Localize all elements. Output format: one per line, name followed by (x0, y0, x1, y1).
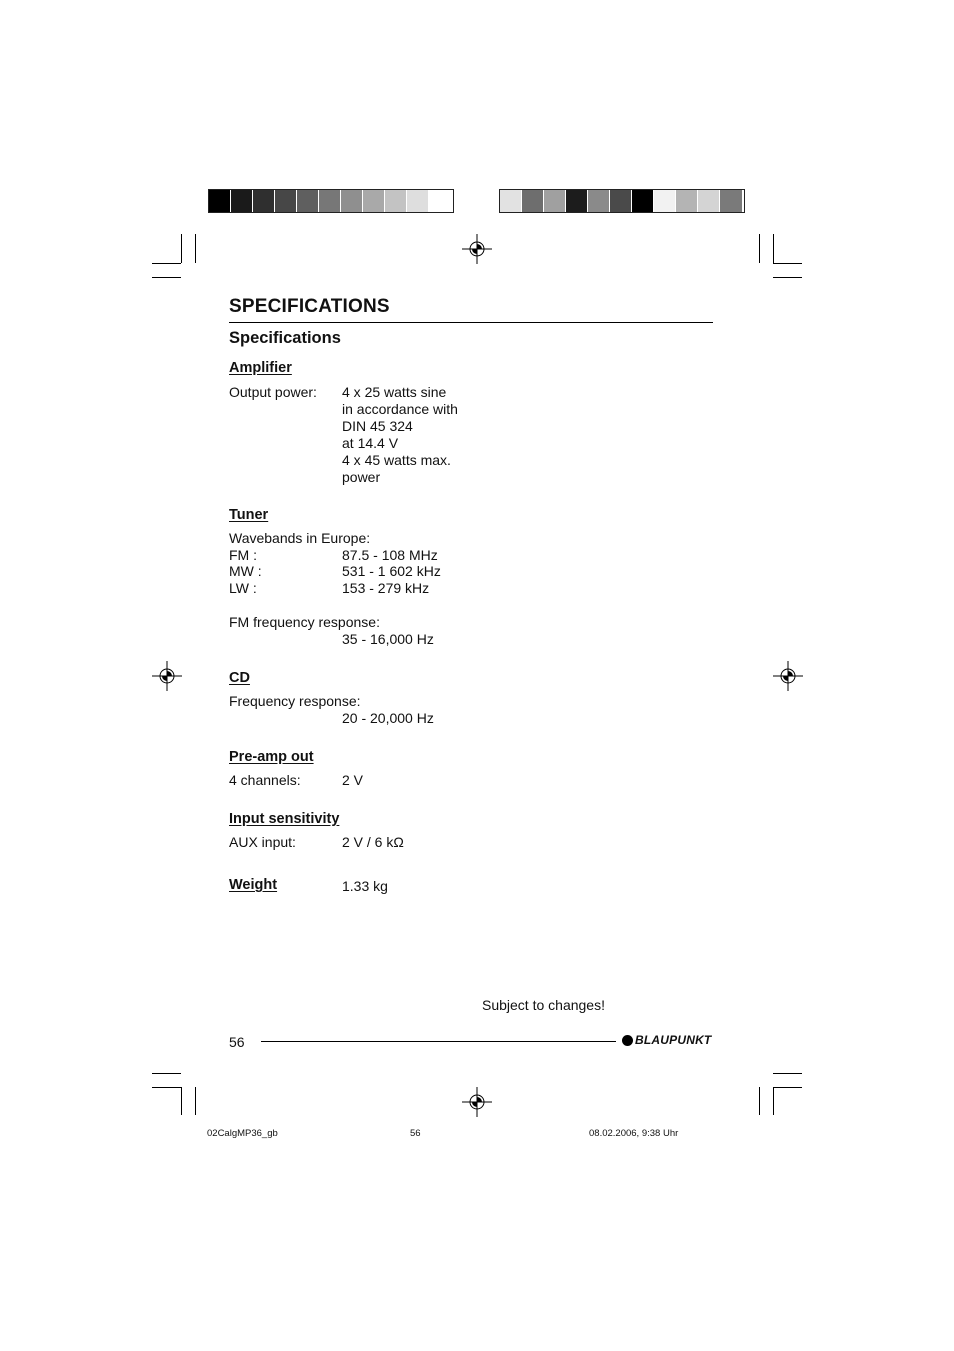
brand-name: BLAUPUNKT (635, 1033, 712, 1047)
registration-mark-icon (152, 661, 182, 691)
color-bar-left (208, 189, 454, 213)
band-range: 87.5 - 108 MHz (342, 547, 438, 563)
color-swatch (275, 190, 297, 212)
color-swatch (500, 190, 522, 212)
slug-page: 56 (410, 1128, 421, 1139)
input-sensitivity-title: Input sensitivity (229, 811, 340, 827)
registration-mark-icon (773, 661, 803, 691)
color-swatch (429, 190, 451, 212)
page-heading: SPECIFICATIONS (229, 296, 390, 317)
color-swatch (654, 190, 676, 212)
output-power-line: at 14.4 V (342, 435, 399, 451)
tuner-title: Tuner (229, 507, 269, 523)
color-swatch (231, 190, 253, 212)
color-swatch (588, 190, 610, 212)
cd-title: CD (229, 670, 250, 686)
brand-logo (622, 1033, 711, 1047)
preamp-label: 4 channels: (229, 772, 301, 788)
color-swatch (544, 190, 566, 212)
output-power-line: 4 x 25 watts sine (342, 384, 447, 400)
amplifier-title: Amplifier (229, 360, 292, 376)
aux-input-value: 2 V / 6 kΩ (342, 834, 404, 850)
color-swatch (363, 190, 385, 212)
output-power-values (342, 384, 458, 486)
registration-mark-icon (462, 234, 492, 264)
output-power-label: Output power: (229, 384, 317, 400)
output-power-line: 4 x 45 watts max. (342, 452, 451, 468)
color-swatch (319, 190, 341, 212)
footer-rule (261, 1041, 616, 1042)
color-swatch (297, 190, 319, 212)
weight-title: Weight (229, 877, 278, 893)
band-label: LW : (229, 580, 257, 596)
wavebands-label: Wavebands in Europe: (229, 530, 371, 546)
subject-to-changes-note: Subject to changes! (482, 997, 605, 1013)
color-swatch (522, 190, 544, 212)
color-swatch (209, 190, 231, 212)
slug-date: 08.02.2006, 9:38 Uhr (589, 1128, 679, 1139)
color-swatch (341, 190, 363, 212)
blaupunkt-dot-icon (622, 1035, 633, 1046)
section-subheading: Specifications (229, 329, 341, 347)
registration-mark-icon (462, 1087, 492, 1117)
color-swatch (720, 190, 742, 212)
fm-response-label: FM frequency response: (229, 614, 380, 630)
page-number: 56 (229, 1034, 245, 1050)
cd-response-label: Frequency response: (229, 693, 361, 709)
output-power-line: DIN 45 324 (342, 418, 413, 434)
preamp-title: Pre-amp out (229, 749, 314, 765)
aux-input-label: AUX input: (229, 834, 296, 850)
color-swatch (698, 190, 720, 212)
band-label: MW : (229, 563, 262, 579)
color-bar-right (499, 189, 745, 213)
band-range: 531 - 1 602 kHz (342, 563, 441, 579)
band-range: 153 - 279 kHz (342, 580, 430, 596)
color-swatch (676, 190, 698, 212)
color-swatch (566, 190, 588, 212)
fm-response-value: 35 - 16,000 Hz (342, 631, 434, 647)
weight-value: 1.33 kg (342, 878, 388, 894)
cd-response-value: 20 - 20,000 Hz (342, 710, 434, 726)
color-swatch (632, 190, 654, 212)
color-swatch (253, 190, 275, 212)
color-swatch (610, 190, 632, 212)
preamp-value: 2 V (342, 772, 364, 788)
color-swatch (407, 190, 429, 212)
color-swatch (385, 190, 407, 212)
band-label: FM : (229, 547, 257, 563)
output-power-line: in accordance with (342, 401, 458, 417)
slug-file: 02CalgMP36_gb (207, 1128, 278, 1139)
heading-rule (229, 322, 713, 323)
output-power-line: power (342, 469, 381, 485)
